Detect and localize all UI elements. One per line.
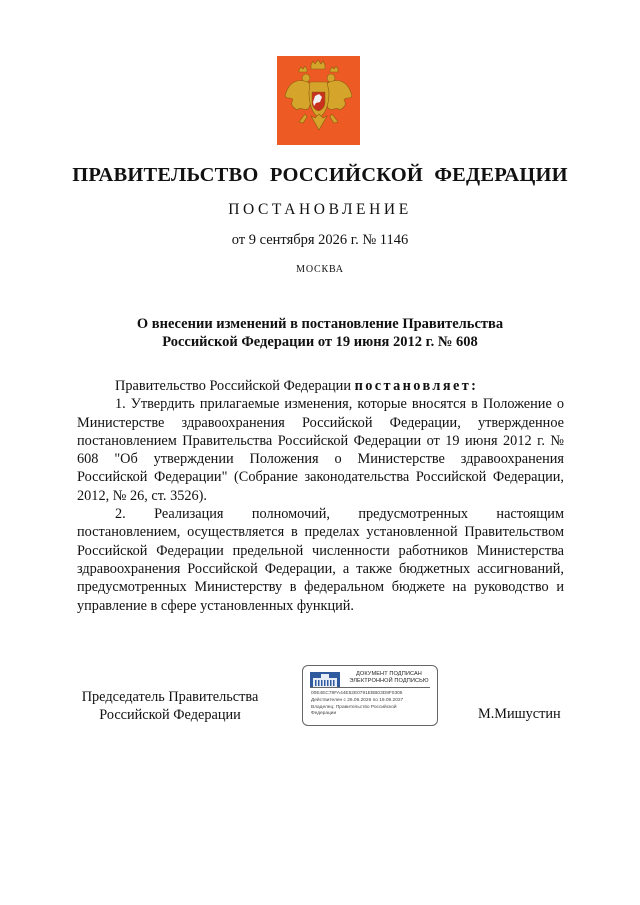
item-2-paragraph: 2. Реализация полномочий, предусмотренных настоящим постановлением, осуществляется в пределах установленной Правительством Российской Федерации предельной численности работников Министерства здравоохранения Российской Федерации, а также бюджетных ассигнований, предусмотренных Министерству в федеральном бюджете на руководство и управление в сфере установленных функций. bbox=[77, 506, 564, 614]
stamp-title-line-1: ДОКУМЕНТ ПОДПИСАН bbox=[356, 671, 422, 677]
stamp-owner-line-2: Федерации bbox=[311, 711, 337, 716]
intro-text: Правительство Российской Федерации bbox=[115, 378, 351, 394]
stamp-validity: Действителен с 26.06.2026 по 19.09.2027 bbox=[311, 698, 404, 703]
stamp-divider bbox=[310, 687, 430, 688]
russian-coat-of-arms-icon bbox=[277, 56, 360, 145]
document-type: ПОСТАНОВЛЕНИЕ bbox=[228, 201, 412, 218]
document-city: МОСКВА bbox=[296, 264, 344, 275]
subject-line-1: О внесении изменений в постановление Правительства bbox=[136, 316, 504, 332]
document-body bbox=[77, 377, 564, 615]
document-subject bbox=[80, 315, 560, 351]
item-1-paragraph: 1. Утвердить прилагаемые изменения, которые вносятся в Положение о Министерстве здравоохранения Российской Федерации, утвержденное постановлением Правительства Российской Федерации от 19 июня 2012 г. № 608 "Об утверждении Положения о Министерстве здравоохранения Российской Федерации" (Собрание законодательства Российской Федерации, 2012, № 26, ст. 3526). bbox=[77, 396, 564, 504]
subject-line-2: Российской Федерации от 19 июня 2012 г. № 608 bbox=[162, 334, 478, 350]
stamp-certificate: 00E4EC78FA44E52E0791EBB03D8F0305 bbox=[311, 691, 403, 696]
stamp-title-line-2: ЭЛЕКТРОННОЙ ПОДПИСЬЮ bbox=[349, 678, 429, 684]
document-date-number: от 9 сентября 2026 г. № 1146 bbox=[231, 232, 409, 248]
signatory-position-line-1: Председатель Правительства bbox=[81, 689, 259, 705]
signatory-name: М.Мишустин bbox=[478, 706, 561, 722]
government-title: ПРАВИТЕЛЬСТВО РОССИЙСКОЙ ФЕДЕРАЦИИ bbox=[72, 164, 568, 186]
signatory-position bbox=[80, 688, 260, 725]
intro-paragraph bbox=[77, 377, 564, 395]
electronic-signature-stamp bbox=[302, 665, 438, 726]
stamp-owner-line-1: Владелец: Правительство Российской bbox=[311, 705, 397, 710]
stamp-title bbox=[345, 671, 433, 685]
decree-keyword: постановляет: bbox=[354, 378, 479, 394]
government-building-icon bbox=[310, 672, 340, 688]
signatory-position-line-2: Российской Федерации bbox=[99, 707, 241, 724]
